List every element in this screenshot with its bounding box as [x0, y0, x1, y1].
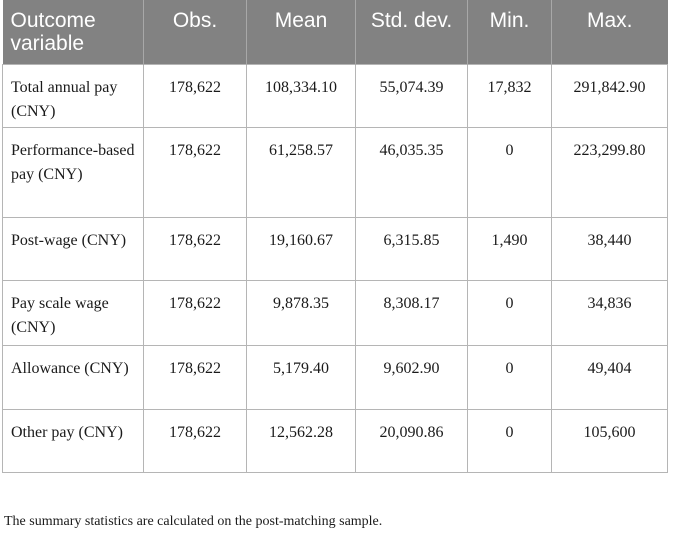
table-footnote: The summary statistics are calculated on the post-matching sample. [4, 514, 383, 529]
cell-variable: Allowance (CNY) [3, 346, 144, 410]
cell-mean: 12,562.28 [247, 410, 356, 473]
header-row [3, 0, 668, 65]
cell-variable: Total annual pay (CNY) [3, 65, 144, 128]
table-row [3, 65, 668, 128]
header-min: Min. [468, 0, 552, 65]
cell-obs: 178,622 [144, 281, 247, 346]
table-row [3, 346, 668, 410]
table-body [3, 65, 668, 473]
cell-max: 49,404 [552, 346, 668, 410]
cell-obs: 178,622 [144, 410, 247, 473]
table-row [3, 281, 668, 346]
cell-mean: 108,334.10 [247, 65, 356, 128]
header-std-dev: Std. dev. [356, 0, 468, 65]
cell-mean: 19,160.67 [247, 218, 356, 281]
cell-std-dev: 8,308.17 [356, 281, 468, 346]
cell-obs: 178,622 [144, 218, 247, 281]
data-table [2, 0, 668, 473]
header-mean: Mean [247, 0, 356, 65]
cell-obs: 178,622 [144, 128, 247, 218]
cell-std-dev: 20,090.86 [356, 410, 468, 473]
cell-min: 17,832 [468, 65, 552, 128]
cell-mean: 61,258.57 [247, 128, 356, 218]
cell-max: 105,600 [552, 410, 668, 473]
cell-min: 0 [468, 281, 552, 346]
cell-min: 0 [468, 346, 552, 410]
cell-std-dev: 55,074.39 [356, 65, 468, 128]
cell-max: 291,842.90 [552, 65, 668, 128]
table-row [3, 410, 668, 473]
cell-std-dev: 6,315.85 [356, 218, 468, 281]
table-row [3, 218, 668, 281]
cell-obs: 178,622 [144, 65, 247, 128]
cell-variable: Pay scale wage (CNY) [3, 281, 144, 346]
table-row [3, 128, 668, 218]
header-max: Max. [552, 0, 668, 65]
cell-max: 34,836 [552, 281, 668, 346]
cell-std-dev: 9,602.90 [356, 346, 468, 410]
cell-variable: Other pay (CNY) [3, 410, 144, 473]
header-outcome-variable: Outcome variable [3, 0, 144, 65]
cell-obs: 178,622 [144, 346, 247, 410]
header-obs: Obs. [144, 0, 247, 65]
cell-std-dev: 46,035.35 [356, 128, 468, 218]
cell-max: 38,440 [552, 218, 668, 281]
cell-variable: Performance-based pay (CNY) [3, 128, 144, 218]
cell-max: 223,299.80 [552, 128, 668, 218]
cell-min: 1,490 [468, 218, 552, 281]
summary-statistics-table [2, 0, 667, 473]
cell-min: 0 [468, 410, 552, 473]
cell-mean: 5,179.40 [247, 346, 356, 410]
cell-min: 0 [468, 128, 552, 218]
table-header [3, 0, 668, 65]
cell-variable: Post-wage (CNY) [3, 218, 144, 281]
cell-mean: 9,878.35 [247, 281, 356, 346]
